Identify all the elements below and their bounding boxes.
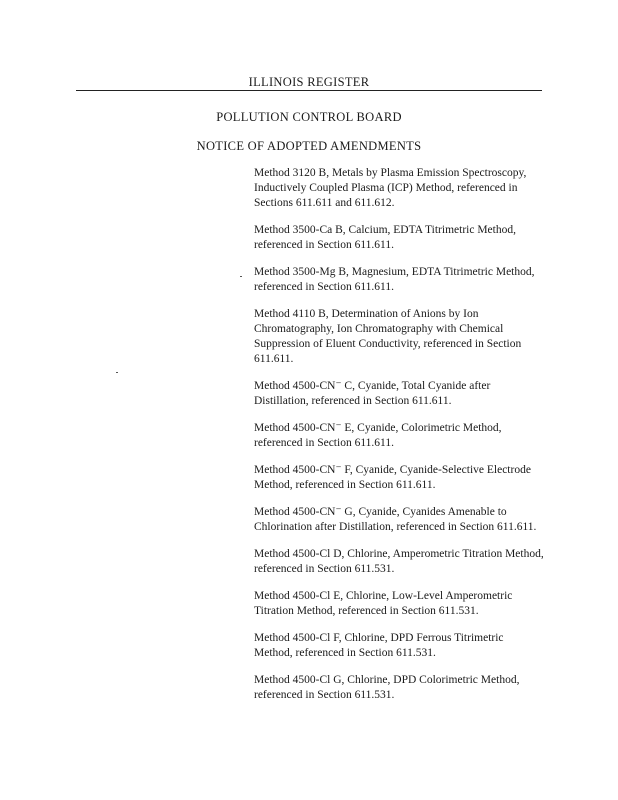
method-entry: Method 4500-CN⁻ G, Cyanide, Cyanides Amenable to Chlorination after Distillation, referenced in Section 611.611. — [254, 506, 537, 533]
method-entry: Method 4500-CN⁻ C, Cyanide, Total Cyanide after Distillation, referenced in Section 611.611. — [254, 380, 491, 407]
scan-speck — [240, 276, 242, 277]
method-entry: Method 4500-Cl D, Chlorine, Amperometric Titration Method, referenced in Section 611.531. — [254, 548, 544, 575]
method-entry: Method 3500-Ca B, Calcium, EDTA Titrimetric Method, referenced in Section 611.611. — [254, 224, 516, 251]
board-title: POLLUTION CONTROL BOARD — [216, 110, 402, 124]
method-entry: Method 4110 B, Determination of Anions by Ion Chromatography, Ion Chromatography with Chemical Suppression of Eluent Conductivity, referenced in Section 611.611. — [254, 308, 522, 365]
method-entry: Method 4500-CN⁻ F, Cyanide, Cyanide-Selective Electrode Method, referenced in Section 611.611. — [254, 464, 531, 491]
scan-speck — [116, 372, 118, 373]
register-title: ILLINOIS REGISTER — [248, 75, 370, 89]
method-entry: Method 4500-Cl F, Chlorine, DPD Ferrous Titrimetric Method, referenced in Section 611.531. — [254, 632, 504, 659]
method-entry: Method 4500-CN⁻ E, Cyanide, Colorimetric Method, referenced in Section 611.611. — [254, 422, 502, 449]
method-entry: Method 3120 B, Metals by Plasma Emission Spectroscopy, Inductively Coupled Plasma (ICP) Method, referenced in Sections 611.611 and 611.612. — [254, 167, 527, 209]
method-entry: Method 4500-Cl G, Chlorine, DPD Colorimetric Method, referenced in Section 611.531. — [254, 674, 520, 701]
header-rule — [76, 90, 542, 91]
method-list — [254, 166, 544, 715]
notice-title: NOTICE OF ADOPTED AMENDMENTS — [196, 139, 422, 153]
method-entry: Method 3500-Mg B, Magnesium, EDTA Titrimetric Method, referenced in Section 611.611. — [254, 266, 535, 293]
method-entry: Method 4500-Cl E, Chlorine, Low-Level Amperometric Titration Method, referenced in Section 611.531. — [254, 590, 513, 617]
